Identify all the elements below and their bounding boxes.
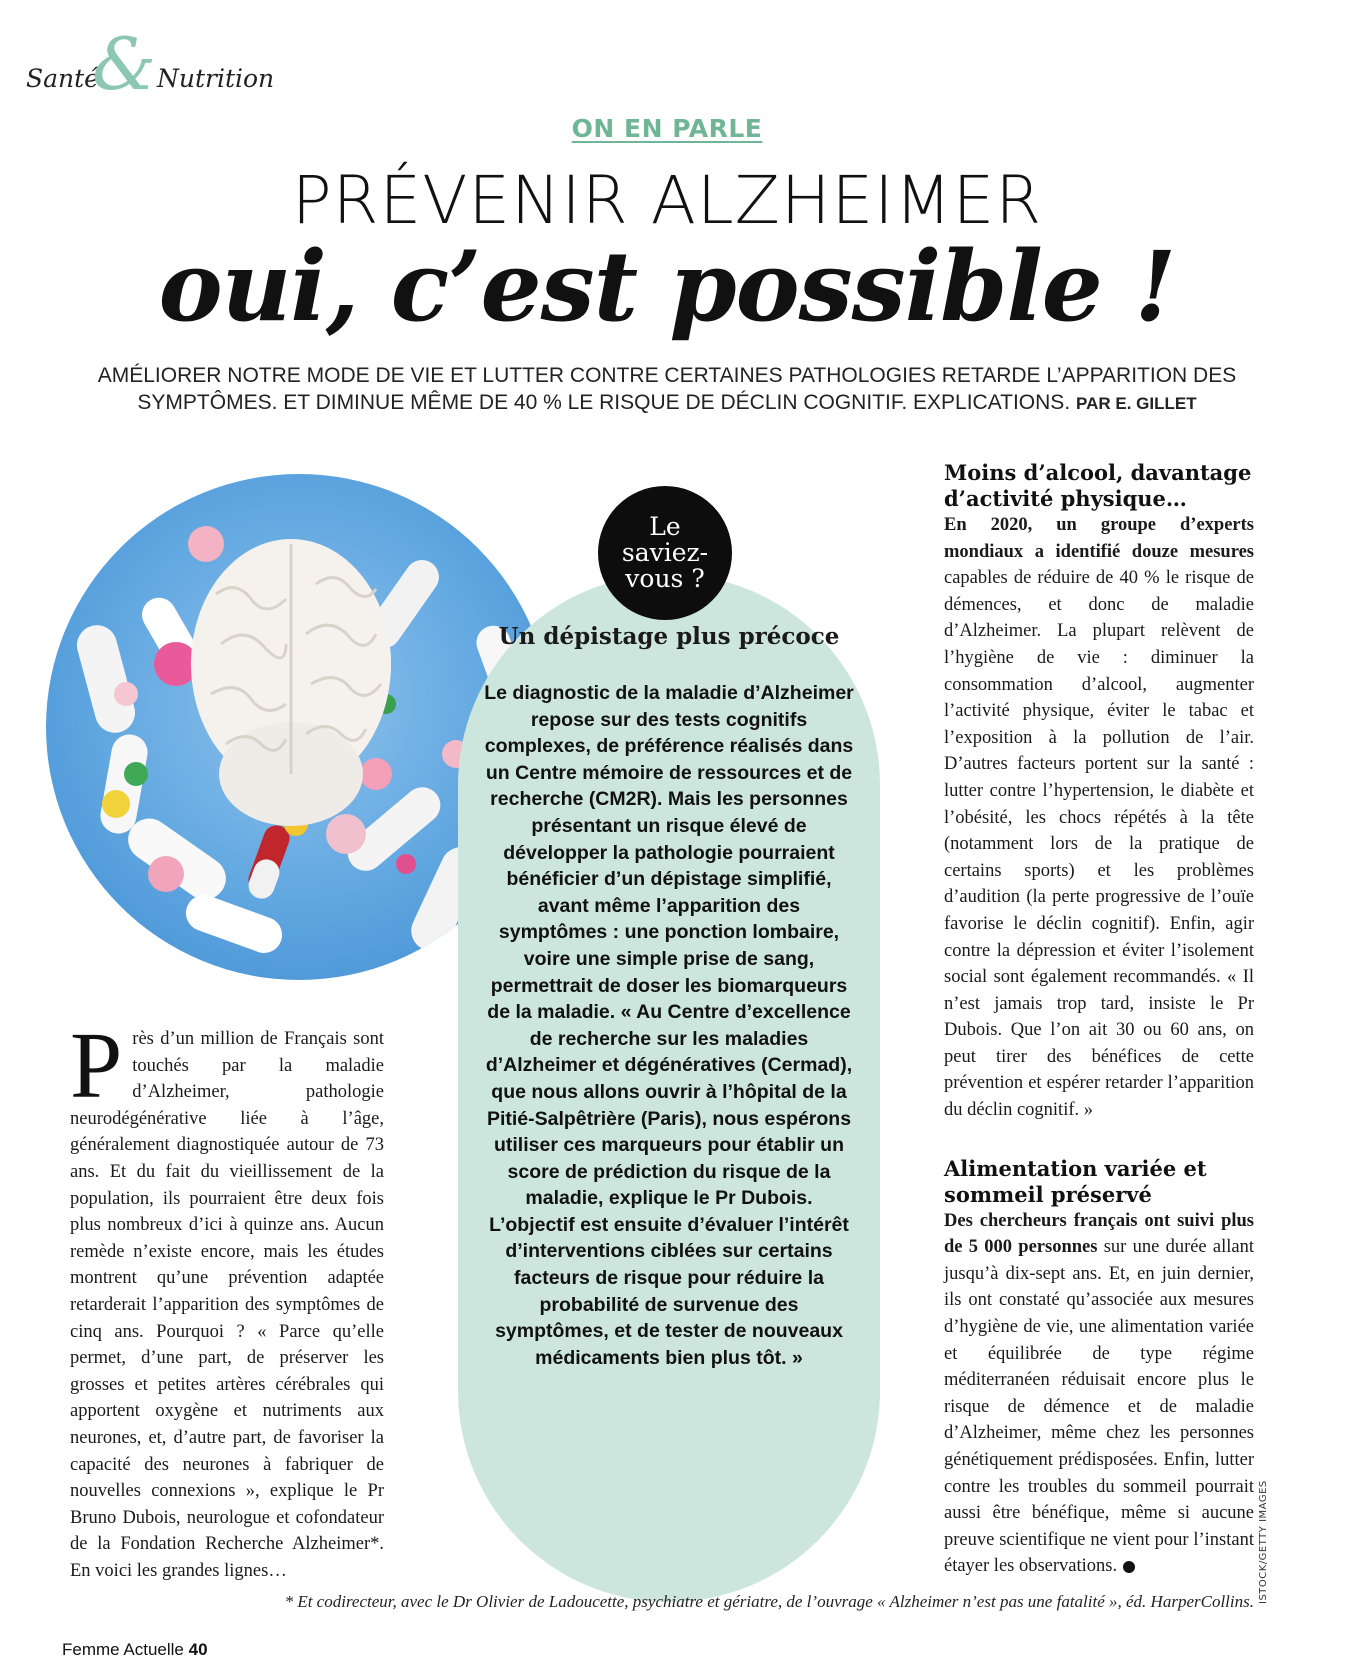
badge-line: vous ? — [625, 564, 705, 593]
right-column — [944, 460, 1254, 1580]
rubric-sante: Santé — [26, 64, 99, 93]
section2-text: sur une durée allant jusqu’à dix-sept ans. Et, en juin dernier, ils ont constaté qu’associée aux mesures d’hygiène de vie, une alimentation variée et équilibrée de type régime méditerranéen réduisait encore plus le risque de démence et de maladie d’Alzheimer, même chez les personnes génétiquement prédisposées. Enfin, lutter contre les troubles du sommeil pourrait aussi être bénéfique, même si aucune preuve scientifique ne vient pour l’instant étayer les observations. — [944, 1237, 1255, 1577]
headline-line1: PRÉVENIR ALZHEIMER — [291, 162, 1043, 239]
section1-text: capables de réduire de 40 % le risque de démences, et donc de maladie d’Alzheimer. La plupart relèvent de l’hygiène de vie : diminuer la consommation d’alcool, augmenter l’activité physique, éviter le tabac et l’exposition à la pollution de l’air. D’autres facteurs portent sur la santé : lutter contre l’hypertension, le diabète et l’obésité, les chocs répétés à la tête (notamment lors de la pratique de certains sports) et les problèmes d’audition (la perte progressive de l’ouïe favorise le déclin cognitif). Enfin, agir contre la dépression et éviter l’isolement social sont également recommandés. « Il n’est jamais trop tard, insiste le Pr Dubois. Que l’on ait 30 ou 60 ans, on peut tirer des bénéfices de cette prévention et espérer retarder l’apparition du déclin cognitif. » — [944, 568, 1254, 1121]
le-saviez-vous-badge — [598, 486, 732, 620]
standfirst-text: AMÉLIORER NOTRE MODE DE VIE ET LUTTER CONTRE CERTAINES PATHOLOGIES RETARDE L’APPARITION DES SYMPTÔMES. ET DIMINUE MÊME DE 40 % LE RISQUE DE DÉCLIN COGNITIF. EXPLICATIONS. — [97, 364, 1237, 414]
badge-line: saviez- — [621, 538, 709, 567]
standfirst — [60, 362, 1274, 417]
end-mark-icon — [1123, 1561, 1135, 1573]
byline: PAR E. GILLET — [1076, 394, 1197, 413]
section1-body — [944, 512, 1254, 1124]
section1-lead: En 2020, un groupe d’experts mondiaux a identifié douze mesures — [944, 515, 1254, 562]
photo-credit: ISTOCK/GETTY IMAGES — [1258, 1480, 1269, 1604]
badge-line: Le — [649, 512, 681, 541]
sidebar-box-title: Un dépistage plus précoce — [498, 623, 840, 650]
intro-column — [70, 1014, 384, 1584]
drop-cap: P — [70, 1014, 123, 1118]
brain — [191, 539, 391, 826]
rubric-ampersand: & — [92, 22, 157, 106]
page-number: 40 — [188, 1640, 208, 1659]
footnote: * Et codirecteur, avec le Dr Olivier de Ladoucette, psychiatre et gériatre, de l’ouvrage « Alzheimer n’est pas une fatalité », éd. HarperCollins. — [284, 1592, 1254, 1611]
headline-line2: oui, c’est possible ! — [158, 230, 1176, 343]
intro-text: rès d’un million de Français sont touchés par la maladie d’Alzheimer, pathologie neurodégénérative liée à l’âge, généralement diagnostiquée autour de 73 ans. Et du fait du vieillissement de la population, ils pourraient être deux fois plus nombreux d’ici à quinze ans. Aucun remède n’existe encore, mais les études montrent qu’une prévention adaptée retarderait l’apparition des symptômes de cinq ans. Pourquoi ? « Parce qu’elle permet, d’une part, de préserver les grosses et petites artères cérébrales qui apportent oxygène et nutriments aux neurones, et, d’autre part, de favoriser la capacité des neurones à fabriquer de nouvelles connexions », explique le Pr Bruno Dubois, neurologue et cofondateur de la Fondation Recherche Alzheimer*. En voici les grandes lignes… — [70, 1029, 384, 1581]
rubric-nutrition: Nutrition — [157, 64, 275, 93]
folio — [62, 1640, 208, 1660]
kicker: ON EN PARLE — [571, 114, 763, 143]
section-rubric — [26, 22, 286, 106]
section2-lead: Des chercheurs français ont suivi plus de 5 000 personnes — [944, 1210, 1254, 1258]
magazine-name: Femme Actuelle — [62, 1640, 184, 1659]
sidebar-box-text: Le diagnostic de la maladie d’Alzheimer repose sur des tests cognitifs complexes, de préférence réalisés dans un Centre mémoire de ressources et de recherche (CM2R). Mais les personnes présentant un risque élevé de développer la pathologie pourraient bénéficier d’un dépistage simplifié, avant même l’apparition des symptômes : une ponction lombaire, voire une simple prise de sang, permettrait de doser les biomarqueurs de la maladie. « Au Centre d’excellence de recherche sur les maladies d’Alzheimer et dégénératives (Cermad), que nous allons ouvrir à l’hôpital de la Pitié-Salpêtrière (Paris), nous espérons utiliser ces marqueurs pour établir un score de prédiction du risque de la maladie, explique le Pr Dubois. L’objectif est ensuite d’évaluer l’intérêt d’interventions ciblées sur certains facteurs de risque pour réduire la probabilité de survenue des symptômes, et de tester de nouveaux médicaments bien plus tôt. » — [484, 682, 854, 1369]
section2-body — [944, 1208, 1254, 1580]
section1-heading: Moins d’alcool, davantage d’activité physique… — [944, 460, 1252, 511]
section2-heading: Alimentation variée et sommeil préservé — [944, 1155, 1207, 1207]
